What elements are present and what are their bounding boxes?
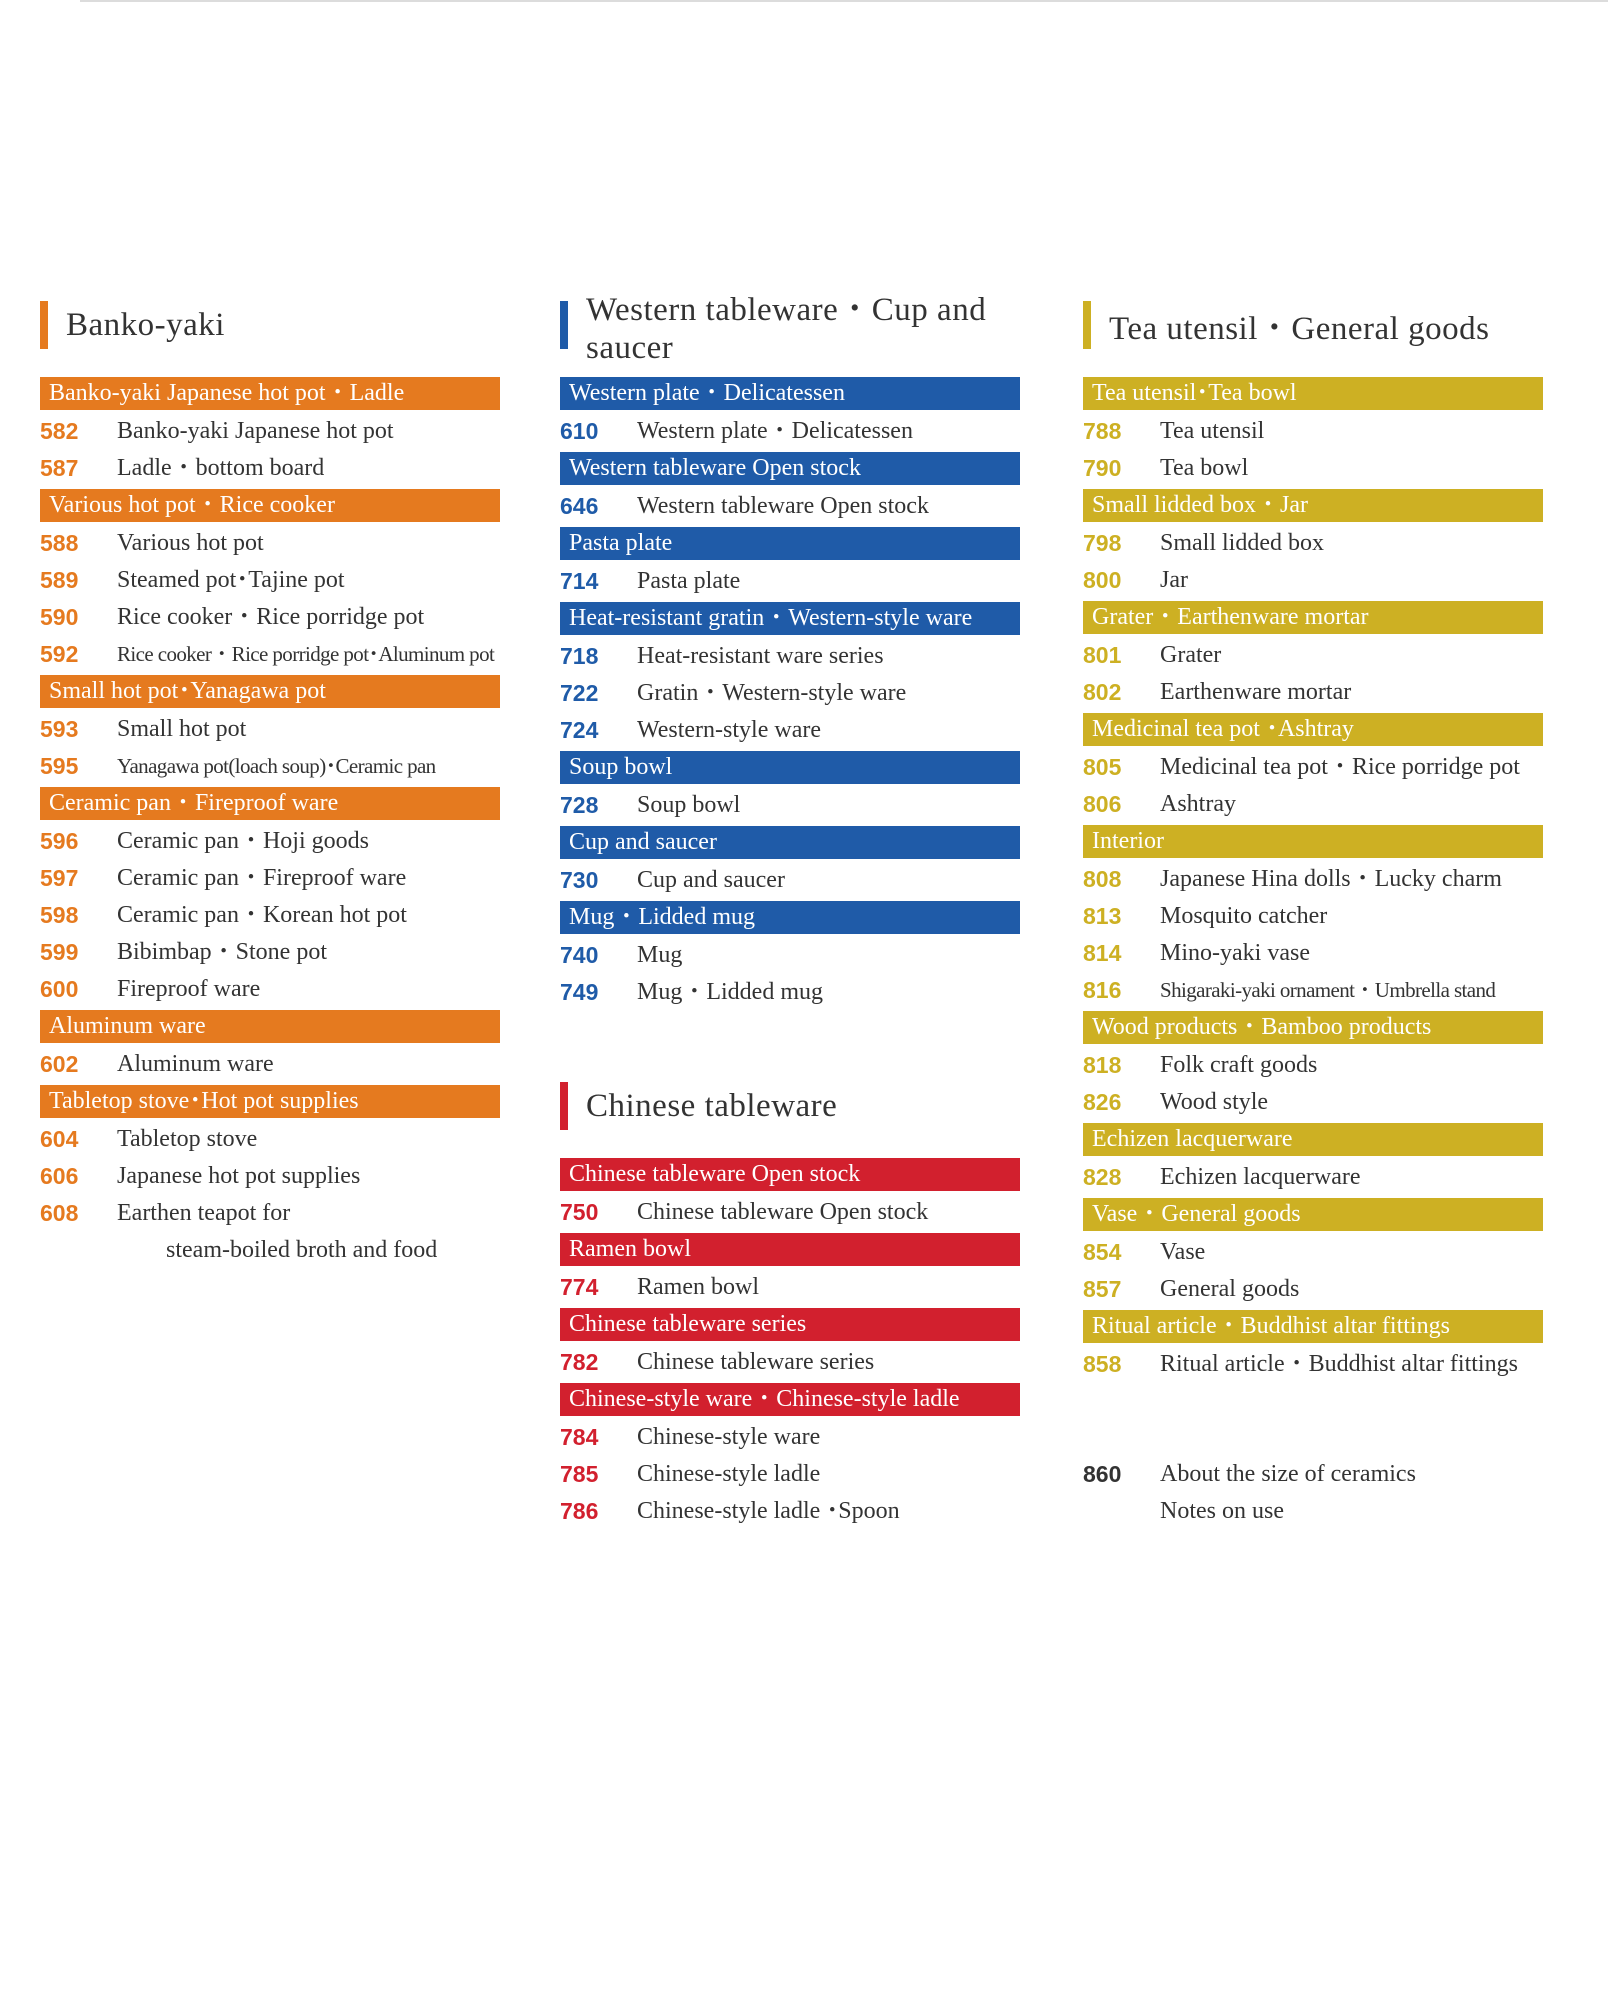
- toc-entry[interactable]: [560, 712, 1020, 749]
- section-marker: [560, 301, 568, 349]
- category-header[interactable]: Chinese-style ware・Chinese-style ladle: [560, 1383, 1020, 1416]
- entry-label: Ceramic pan・Fireproof ware: [117, 865, 407, 891]
- section-marker: [560, 1082, 568, 1130]
- toc-entry[interactable]: [1083, 861, 1543, 898]
- page-number: 854: [1083, 1239, 1122, 1265]
- toc-entry[interactable]: [1083, 786, 1543, 823]
- toc-entry[interactable]: [1083, 1047, 1543, 1084]
- toc-entry[interactable]: [560, 1419, 1020, 1456]
- toc-entry[interactable]: [560, 1344, 1020, 1381]
- category-header[interactable]: Chinese tableware series: [560, 1308, 1020, 1341]
- entry-label: Ramen bowl: [637, 1274, 759, 1300]
- toc-entry[interactable]: [1083, 637, 1543, 674]
- page-number: 602: [40, 1051, 79, 1077]
- category-header[interactable]: Ceramic pan・Fireproof ware: [40, 787, 500, 820]
- category-header[interactable]: Echizen lacquerware: [1083, 1123, 1543, 1156]
- entry-label: Earthen teapot for: [117, 1200, 291, 1226]
- toc-entry[interactable]: [560, 1456, 1020, 1493]
- entry-label: Rice cooker・Rice porridge pot: [117, 604, 425, 630]
- entry-label: Japanese hot pot supplies: [117, 1163, 361, 1189]
- page-number: 606: [40, 1163, 79, 1189]
- category-header[interactable]: Tabletop stove･Hot pot supplies: [40, 1085, 500, 1118]
- entry-label: Pasta plate: [637, 568, 741, 594]
- page-number: 597: [40, 865, 79, 891]
- entry-label: Echizen lacquerware: [1160, 1164, 1361, 1190]
- entry-label: Mino-yaki vase: [1160, 940, 1310, 966]
- toc-entry[interactable]: [1083, 1084, 1543, 1121]
- entry-label: Mug・Lidded mug: [637, 979, 823, 1005]
- page-number: 808: [1083, 866, 1122, 892]
- page-number: 588: [40, 530, 79, 556]
- entry-label: Soup bowl: [637, 792, 741, 818]
- page-number: 646: [560, 493, 599, 519]
- toc-entry[interactable]: [40, 636, 500, 673]
- section-title: [40, 300, 500, 350]
- toc-entry[interactable]: [1083, 935, 1543, 972]
- entry-label: Tea utensil: [1160, 418, 1265, 444]
- toc-entry[interactable]: [40, 823, 500, 860]
- entry-label: Medicinal tea pot・Rice porridge pot: [1160, 754, 1520, 780]
- section-title: [560, 1081, 1020, 1131]
- entry-label: Tea bowl: [1160, 455, 1249, 481]
- category-header[interactable]: Chinese tableware Open stock: [560, 1158, 1020, 1191]
- page-number: 828: [1083, 1164, 1122, 1190]
- entry-label: Heat-resistant ware series: [637, 643, 884, 669]
- page-number: 608: [40, 1200, 79, 1226]
- page-number: 801: [1083, 642, 1122, 668]
- page-number: 600: [40, 976, 79, 1002]
- entry-label: Notes on use: [1160, 1498, 1284, 1524]
- entry-label: Chinese-style ware: [637, 1424, 821, 1450]
- category-header[interactable]: Various hot pot・Rice cooker: [40, 489, 500, 522]
- entry-label: Folk craft goods: [1160, 1052, 1318, 1078]
- toc-entry[interactable]: [40, 562, 500, 599]
- toc-entry-860[interactable]: [1083, 1456, 1543, 1493]
- page-number: 860: [1083, 1461, 1122, 1487]
- toc-entry[interactable]: [1083, 674, 1543, 711]
- entry-label: Bibimbap・Stone pot: [117, 939, 327, 965]
- toc-entry[interactable]: [560, 488, 1020, 525]
- toc-entry[interactable]: [560, 937, 1020, 974]
- toc-entry[interactable]: [40, 1158, 500, 1195]
- entry-label: About the size of ceramics: [1160, 1461, 1416, 1487]
- section-western-tableware: [560, 292, 1020, 1011]
- section-title-text: Chinese tableware: [586, 1087, 838, 1124]
- page-number: 592: [40, 641, 79, 667]
- column-tea-utensil: [1083, 300, 1543, 1530]
- toc-entry[interactable]: [560, 675, 1020, 712]
- page-number: 714: [560, 568, 599, 594]
- page-number: 816: [1083, 977, 1122, 1003]
- page-number: 598: [40, 902, 79, 928]
- page-number: 805: [1083, 754, 1122, 780]
- toc-entry[interactable]: [40, 860, 500, 897]
- category-header[interactable]: Pasta plate: [560, 527, 1020, 560]
- toc-entry[interactable]: [40, 1195, 500, 1232]
- toc-entry[interactable]: [560, 638, 1020, 675]
- entry-label: Gratin・Western-style ware: [637, 680, 907, 706]
- entry-label: Chinese tableware series: [637, 1349, 875, 1375]
- entry-label: Western tableware Open stock: [637, 493, 929, 519]
- page-number: 740: [560, 942, 599, 968]
- entry-label: Ceramic pan・Hoji goods: [117, 828, 369, 854]
- entry-label: Ritual article・Buddhist altar fittings: [1160, 1351, 1518, 1377]
- toc-entry[interactable]: [560, 862, 1020, 899]
- toc-entry[interactable]: [1083, 1346, 1543, 1383]
- category-header[interactable]: Tea utensil･Tea bowl: [1083, 377, 1543, 410]
- page-number: 610: [560, 418, 599, 444]
- page-number: 806: [1083, 791, 1122, 817]
- toc-entry[interactable]: [560, 1269, 1020, 1306]
- toc-entry[interactable]: [40, 525, 500, 562]
- toc-entry[interactable]: [1083, 525, 1543, 562]
- entry-label: Wood style: [1160, 1089, 1269, 1115]
- category-header[interactable]: Wood products・Bamboo products: [1083, 1011, 1543, 1044]
- page-number: 802: [1083, 679, 1122, 705]
- toc-entry[interactable]: [1083, 413, 1543, 450]
- toc-entry[interactable]: [1083, 972, 1543, 1009]
- page-number: 826: [1083, 1089, 1122, 1115]
- page-number: 790: [1083, 455, 1122, 481]
- page-number: 798: [1083, 530, 1122, 556]
- page-number: 814: [1083, 940, 1122, 966]
- page-number: 774: [560, 1274, 599, 1300]
- entry-label: Small lidded box: [1160, 530, 1324, 556]
- entry-label: Shigaraki-yaki ornament・Umbrella stand: [1160, 978, 1496, 1002]
- page-number: 718: [560, 643, 599, 669]
- page-number: 589: [40, 567, 79, 593]
- category-header[interactable]: Interior: [1083, 825, 1543, 858]
- entry-label: Ashtray: [1160, 791, 1236, 817]
- page-number: 750: [560, 1199, 599, 1225]
- toc-entry[interactable]: [1083, 450, 1543, 487]
- page-number: 857: [1083, 1276, 1122, 1302]
- entry-label: Tabletop stove: [117, 1126, 258, 1152]
- toc-entry[interactable]: [40, 413, 500, 450]
- page-number: 749: [560, 979, 599, 1005]
- category-header[interactable]: Ritual article・Buddhist altar fittings: [1083, 1310, 1543, 1343]
- page-number: 593: [40, 716, 79, 742]
- entry-label: Mosquito catcher: [1160, 903, 1328, 929]
- toc-entry[interactable]: [40, 934, 500, 971]
- toc-entry[interactable]: [1083, 562, 1543, 599]
- entry-label: Cup and saucer: [637, 867, 785, 893]
- toc-entry[interactable]: [40, 711, 500, 748]
- category-header[interactable]: Cup and saucer: [560, 826, 1020, 859]
- section-title-text: Banko-yaki: [66, 306, 225, 343]
- section-title-text: Tea utensil・General goods: [1109, 310, 1490, 347]
- page-number: 858: [1083, 1351, 1122, 1377]
- column-western-chinese: [560, 292, 1020, 1530]
- section-tea-utensil: [1083, 300, 1543, 1383]
- toc-entry[interactable]: [40, 450, 500, 487]
- page-number: 818: [1083, 1052, 1122, 1078]
- entry-label: Ladle・bottom board: [117, 455, 325, 481]
- entry-label: Chinese-style ladle ･Spoon: [637, 1498, 900, 1524]
- toc-entry[interactable]: [40, 897, 500, 934]
- page-number: 728: [560, 792, 599, 818]
- page-number: 599: [40, 939, 79, 965]
- toc-entry[interactable]: [560, 413, 1020, 450]
- toc-entry[interactable]: [560, 787, 1020, 824]
- entry-label: Fireproof ware: [117, 976, 261, 1002]
- entry-label: Aluminum ware: [117, 1051, 274, 1077]
- toc-entry[interactable]: [1083, 1271, 1543, 1308]
- top-rule: [80, 0, 1608, 2]
- entry-label: Banko-yaki Japanese hot pot: [117, 418, 394, 444]
- entry-label: General goods: [1160, 1276, 1300, 1302]
- section-title-text: Western tableware・Cup and saucer: [586, 292, 987, 366]
- category-header[interactable]: Soup bowl: [560, 751, 1020, 784]
- category-header[interactable]: Small hot pot･Yanagawa pot: [40, 675, 500, 708]
- page-number: 604: [40, 1126, 79, 1152]
- toc-entry[interactable]: [1083, 749, 1543, 786]
- toc-entry[interactable]: [560, 1493, 1020, 1530]
- category-header[interactable]: Small lidded box・Jar: [1083, 489, 1543, 522]
- entry-label: Small hot pot: [117, 716, 247, 742]
- entry-label: Steamed pot･Tajine pot: [117, 567, 345, 593]
- toc-entry[interactable]: [40, 971, 500, 1008]
- entry-label: Chinese-style ladle: [637, 1461, 821, 1487]
- entry-label: Japanese Hina dolls・Lucky charm: [1160, 866, 1502, 892]
- category-header[interactable]: Aluminum ware: [40, 1010, 500, 1043]
- page-number: 730: [560, 867, 599, 893]
- page-number: 813: [1083, 903, 1122, 929]
- category-header[interactable]: Grater・Earthenware mortar: [1083, 601, 1543, 634]
- page-number: 788: [1083, 418, 1122, 444]
- page-number: 722: [560, 680, 599, 706]
- category-header[interactable]: Vase・General goods: [1083, 1198, 1543, 1231]
- entry-label: Earthenware mortar: [1160, 679, 1352, 705]
- page-number: 782: [560, 1349, 599, 1375]
- column-banko-yaki: [40, 300, 500, 1269]
- page-number: 784: [560, 1424, 599, 1450]
- section-chinese-tableware: [560, 1081, 1020, 1530]
- section-marker: [40, 301, 48, 349]
- category-header[interactable]: Mug・Lidded mug: [560, 901, 1020, 934]
- page-number: 596: [40, 828, 79, 854]
- category-header[interactable]: Banko-yaki Japanese hot pot・Ladle: [40, 377, 500, 410]
- page-number: 786: [560, 1498, 599, 1524]
- entry-label: Various hot pot: [117, 530, 264, 556]
- entry-label: Mug: [637, 942, 683, 968]
- entry-label: Vase: [1160, 1239, 1206, 1265]
- toc-entry[interactable]: [1083, 898, 1543, 935]
- section-title: [560, 292, 1020, 366]
- category-header[interactable]: Ramen bowl: [560, 1233, 1020, 1266]
- category-header[interactable]: Heat-resistant gratin・Western-style ware: [560, 602, 1020, 635]
- toc-entry[interactable]: [40, 1046, 500, 1083]
- toc-entry[interactable]: [560, 1194, 1020, 1231]
- category-header[interactable]: Western plate・Delicatessen: [560, 377, 1020, 410]
- toc-entry-continued: [40, 1232, 500, 1269]
- category-header[interactable]: Medicinal tea pot ･Ashtray: [1083, 713, 1543, 746]
- toc-entry[interactable]: [560, 974, 1020, 1011]
- page-number: 582: [40, 418, 79, 444]
- section-title: [1083, 300, 1543, 350]
- toc-entry-860-continued: [1083, 1493, 1543, 1530]
- toc-entry[interactable]: [40, 1121, 500, 1158]
- entry-label: Jar: [1160, 567, 1188, 593]
- toc-entry[interactable]: [1083, 1234, 1543, 1271]
- entry-label: Chinese tableware Open stock: [637, 1199, 929, 1225]
- entry-label: Yanagawa pot(loach soup)･Ceramic pan: [117, 754, 436, 778]
- entry-label: Grater: [1160, 642, 1222, 668]
- page-number: 800: [1083, 567, 1122, 593]
- page-number: 587: [40, 455, 79, 481]
- toc-entry[interactable]: [560, 563, 1020, 600]
- entry-label: steam-boiled broth and food: [166, 1237, 438, 1263]
- toc-entry[interactable]: [40, 748, 500, 785]
- entry-label: Western-style ware: [637, 717, 821, 743]
- page-number: 590: [40, 604, 79, 630]
- toc-entry[interactable]: [40, 599, 500, 636]
- entry-label: Ceramic pan・Korean hot pot: [117, 902, 407, 928]
- page-number: 595: [40, 753, 79, 779]
- page-number: 724: [560, 717, 599, 743]
- entry-label: Western plate・Delicatessen: [637, 418, 913, 444]
- entry-label: Rice cooker・Rice porridge pot･Aluminum pot: [117, 642, 495, 666]
- category-header[interactable]: Western tableware Open stock: [560, 452, 1020, 485]
- toc-entry[interactable]: [1083, 1159, 1543, 1196]
- page-number: 785: [560, 1461, 599, 1487]
- section-marker: [1083, 301, 1091, 349]
